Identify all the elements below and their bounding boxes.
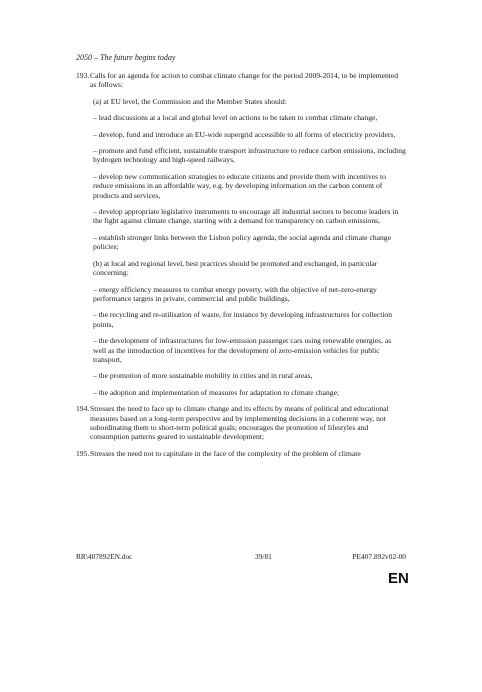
paragraph-number: 195.: [76, 448, 90, 458]
subsection-b-heading: (b) at local and regional level, best practices should be promoted and exchanged, in particular concerning:: [93, 258, 378, 278]
paragraph-text: Calls for an agenda for action to combat climate change for the period 2009-2014, to be implemented as follows:: [90, 71, 399, 90]
list-item: – the promotion of more sustainable mobility in cities and in rural areas,: [93, 371, 313, 381]
paragraph-194: [76, 404, 406, 442]
paragraph-193: [76, 71, 406, 90]
footer-doc-ref: RR\407892EN.doc: [76, 552, 133, 561]
list-item: – promote and fund efficient, sustainable transport infrastructure to reduce carbon emissions, including hydrogen technology and high-speed railways,: [93, 146, 406, 165]
paragraph-number: 193.: [76, 71, 90, 80]
document-body: [76, 71, 406, 465]
paragraph-text: Stresses the need not to capitulate in the face of the complexity of the problem of climate: [90, 448, 361, 458]
list-item: – develop, fund and introduce an EU-wide supergrid accessible to all forms of electricity providers,: [93, 129, 396, 139]
list-item: – the development of infrastructures for low-emission passenger cars using renewable energies, as well as the introduction of incentives for the development of zero-emission vehicles for public transport,: [93, 336, 392, 364]
list-item: – lead discussions at a local and global level on actions to be taken to combat climate change,: [93, 113, 378, 123]
list-item: – energy efficiency measures to combat energy poverty, with the objective of net-zero-energy performance targets in private, commercial and public buildings,: [93, 284, 377, 303]
footer-pe-ref: PE407.892v02-00: [352, 552, 406, 561]
running-header: 2050 – The future begins today: [76, 53, 176, 62]
paragraph-number: 194.: [76, 404, 90, 414]
list-item: – develop appropriate legislative instruments to encourage all industrial sectors to become leaders in the fight against climate change, starting with a demand for transparency on carbon emissions,: [93, 207, 399, 226]
paragraph-195: [76, 449, 406, 458]
list-item: – develop new communication strategies to educate citizens and provide them with incentives to reduce emissions in an affordable way, e.g. by developing information on the carbon content of products and services,: [93, 171, 386, 200]
subsection-a-heading: (a) at EU level, the Commission and the Member States should:: [93, 96, 287, 106]
list-item: – establish stronger links between the Lisbon policy agenda, the social agenda and climate change policies;: [93, 232, 391, 252]
language-code: EN: [388, 570, 409, 587]
footer-page-number: 39/81: [255, 552, 272, 561]
list-item: – the adoption and implementation of measures for adaptation to climate change;: [93, 387, 340, 397]
paragraph-text: Stresses the need to face up to climate change and its effects by means of political and educational measures based on a long-term perspective and by implementing decisions in a coherent way, not subordinating them to short-term political goals; encourages the promotion of lifestyles and consumption patterns geared to sustainable development;: [90, 404, 389, 442]
list-item: – the recycling and re-utilisation of waste, for instance by developing infrastructures for collection points,: [93, 310, 393, 329]
